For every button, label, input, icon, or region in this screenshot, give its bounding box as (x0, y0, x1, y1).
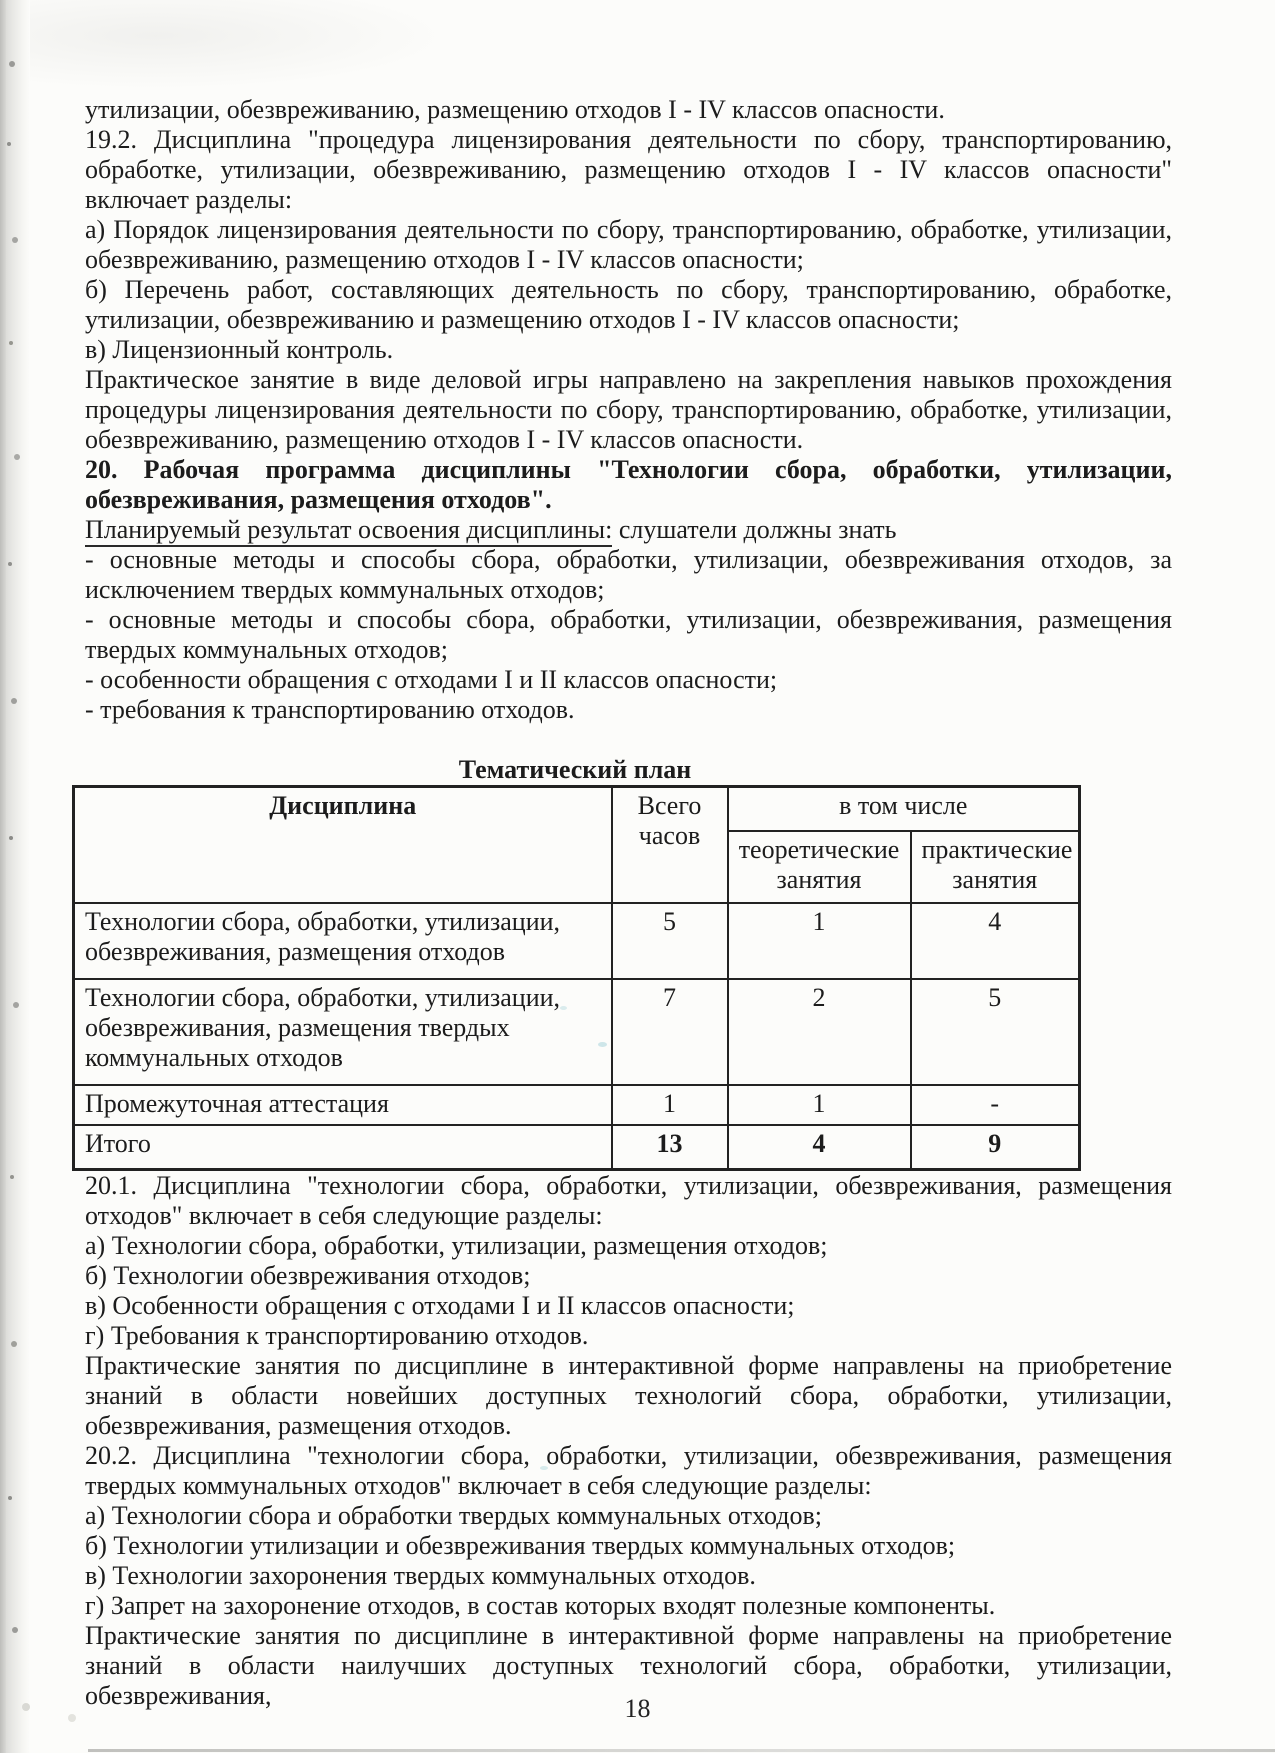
table-row (74, 1085, 1080, 1125)
list-item-20-2-g: г) Запрет на захоронение отходов, в состав которых входят полезные компоненты. (85, 1591, 996, 1620)
thematic-plan-table (72, 785, 1081, 1171)
paragraph-19-2-practice: Практическое занятие в виде деловой игры направлено на закрепления навыков прохождения процедуры лицензирования деятельности по сбору, транспортированию, обработке, утилизации, обезвреживанию, размещению отходов I - IV классов опасности. (85, 365, 1172, 454)
page-number: 18 (624, 1694, 651, 1723)
list-item-20-1-v: в) Особенности обращения с отходами I и II классов опасности; (85, 1291, 795, 1320)
cell-total: 7 (612, 979, 728, 1085)
cell-discipline: Технологии сбора, обработки, утилизации, обезвреживания, размещения твердых коммунальных отходов (74, 979, 612, 1085)
bullet-know-3: - особенности обращения с отходами I и II классов опасности; (85, 665, 778, 694)
paragraph-carryover: утилизации, обезвреживанию, размещению отходов I - IV классов опасности. (85, 95, 945, 124)
scan-bottom-edge (88, 1749, 1275, 1752)
cell-practice: 4 (911, 903, 1080, 979)
cell-discipline: Технологии сбора, обработки, утилизации, обезвреживания, размещения отходов (74, 903, 612, 979)
list-item-20-1-b: б) Технологии обезвреживания отходов; (85, 1261, 531, 1290)
list-item-20-2-b: б) Технологии утилизации и обезвреживания твердых коммунальных отходов; (85, 1531, 956, 1560)
cell-theory: 2 (728, 979, 911, 1085)
cell-theory: 1 (728, 903, 911, 979)
table-title: Тематический план (458, 755, 692, 784)
cell-practice: 9 (911, 1125, 1080, 1170)
cell-total: 13 (612, 1125, 728, 1170)
planned-result-line (85, 515, 1172, 545)
paragraph-19-2-intro: 19.2. Дисциплина "процедура лицензирования деятельности по сбору, транспортированию, обработке, утилизации, обезвреживанию, размещению отходов I - IV классов опасности" включает разделы: (85, 125, 1172, 214)
cell-theory: 1 (728, 1085, 911, 1125)
header-discipline: Дисциплина (74, 787, 612, 904)
paragraph-20-1-practice: Практические занятия по дисциплине в интерактивной форме направлены на приобретение знаний в области новейших доступных технологий сбора, обработки, утилизации, обезвреживания, размещения отходов. (85, 1351, 1172, 1440)
cell-total: 5 (612, 903, 728, 979)
cell-theory: 4 (728, 1125, 911, 1170)
scan-noise-speckles (0, 0, 4, 4)
planned-result-rest: слушатели должны знать (612, 515, 897, 544)
paragraph-20-2-practice: Практические занятия по дисциплине в интерактивной форме направлены на приобретение знаний в области наилучших доступных технологий сбора, обработки, утилизации, обезвреживания, (85, 1621, 1172, 1710)
table-row (74, 903, 1080, 979)
header-theory: теоретические занятия (728, 831, 911, 903)
section-20-heading: 20. Рабочая программа дисциплины "Технологии сбора, обработки, утилизации, обезвреживания, размещения отходов". (85, 455, 1172, 514)
list-item-20-2-a: а) Технологии сбора и обработки твердых коммунальных отходов; (85, 1501, 822, 1530)
list-item-19-2-b: б) Перечень работ, составляющих деятельность по сбору, транспортированию, обработке, утилизации, обезвреживанию и размещению отходов I - IV классов опасности; (85, 275, 1172, 334)
paragraph-20-2-intro: 20.2. Дисциплина "технологии сбора, обработки, утилизации, обезвреживания, размещения твердых коммунальных отходов" включает в себя следующие разделы: (85, 1441, 1172, 1500)
scan-top-smudge (30, 0, 450, 90)
list-item-20-1-g: г) Требования к транспортированию отходов. (85, 1321, 589, 1350)
thematic-plan-section (72, 755, 1078, 1171)
header-total-hours: Всего часов (612, 787, 728, 904)
table-header-row-1 (74, 787, 1080, 832)
bullet-know-1: - основные методы и способы сбора, обработки, утилизации, обезвреживания отходов, за исключением твердых коммунальных отходов; (85, 545, 1172, 604)
bullet-know-4: - требования к транспортированию отходов. (85, 695, 575, 724)
list-item-19-2-a: а) Порядок лицензирования деятельности по сбору, транспортированию, обработке, утилизации, обезвреживанию, размещению отходов I - IV классов опасности; (85, 215, 1172, 274)
table-row (74, 979, 1080, 1085)
paragraph-20-1-intro: 20.1. Дисциплина "технологии сбора, обработки, утилизации, обезвреживания, размещения отходов" включает в себя следующие разделы: (85, 1171, 1172, 1230)
planned-result-label: Планируемый результат освоения дисциплины: (85, 515, 612, 547)
header-including: в том числе (728, 787, 1080, 832)
document-body (85, 95, 1172, 1711)
scan-edge-band (0, 0, 30, 1753)
cell-total: 1 (612, 1085, 728, 1125)
cell-practice: 5 (911, 979, 1080, 1085)
cell-total-label: Итого (74, 1125, 612, 1170)
list-item-19-2-v: в) Лицензионный контроль. (85, 335, 394, 364)
bullet-know-2: - основные методы и способы сбора, обработки, утилизации, обезвреживания, размещения твердых коммунальных отходов; (85, 605, 1172, 664)
list-item-20-2-v: в) Технологии захоронения твердых коммунальных отходов. (85, 1561, 756, 1590)
table-total-row (74, 1125, 1080, 1170)
header-practice: практические занятия (911, 831, 1080, 903)
list-item-20-1-a: а) Технологии сбора, обработки, утилизации, размещения отходов; (85, 1231, 828, 1260)
cell-discipline: Промежуточная аттестация (74, 1085, 612, 1125)
cell-practice: - (911, 1085, 1080, 1125)
